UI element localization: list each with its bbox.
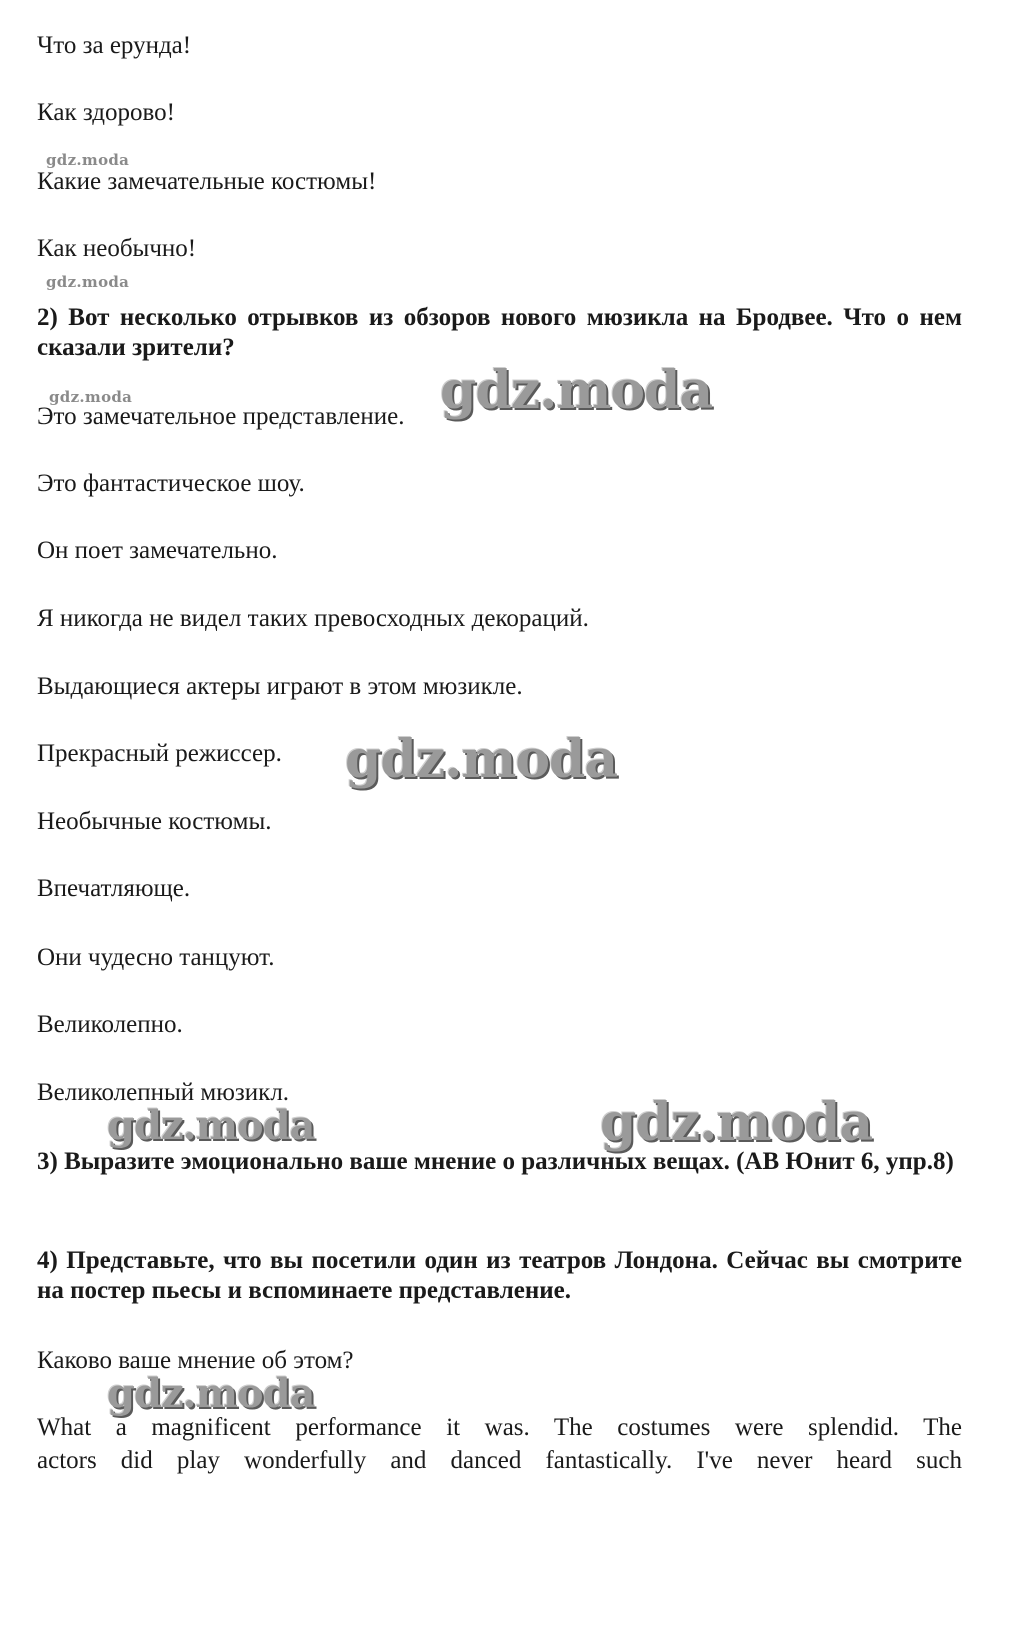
exclamation-line-1: Что за ерунда! (37, 32, 192, 59)
watermark-small: gdz.moda (49, 388, 133, 406)
exclamation-line-2: Как здорово! (37, 99, 175, 126)
review-item-2: Это фантастическое шоу. (37, 470, 305, 497)
section-2-heading: 2) Вот несколько отрывков из обзоров нового мюзикла на Бродвее. Что о нем сказали зрители? (37, 304, 962, 361)
exclamation-line-3: Какие замечательные костюмы! (37, 168, 377, 195)
review-item-9: Они чудесно танцуют. (37, 944, 275, 971)
review-item-5: Выдающиеся актеры играют в этом мюзикле. (37, 673, 523, 700)
section-4-question: Каково ваше мнение об этом? (37, 1347, 354, 1374)
watermark-small: gdz.moda (46, 151, 130, 169)
review-item-1: Это замечательное представление. (37, 403, 405, 430)
section-4-heading: 4) Представьте, что вы посетили один из театров Лондона. Сейчас вы смотрите на постер пьесы и вспоминаете представление. (37, 1247, 962, 1304)
watermark-medium: gdz.moda (107, 1370, 315, 1417)
review-item-6: Прекрасный режиссер. (37, 740, 282, 767)
answer-line-1: What a magnificent performance it was. The costumes were splendid. The (37, 1414, 962, 1441)
review-item-7: Необычные костюмы. (37, 808, 272, 835)
answer-line-2: actors did play wonderfully and danced fantastically. I've never heard such (37, 1447, 962, 1474)
watermark-large: gdz.moda (345, 729, 618, 790)
review-item-11: Великолепный мюзикл. (37, 1079, 290, 1106)
review-item-8: Впечатляюще. (37, 875, 191, 902)
watermark-large: gdz.moda (440, 360, 713, 421)
section-3-heading: 3) Выразите эмоционально ваше мнение о различных вещах. (AB Юнит 6, упр.8) (37, 1148, 954, 1175)
review-item-3: Он поет замечательно. (37, 537, 278, 564)
review-item-10: Великолепно. (37, 1011, 183, 1038)
exclamation-line-4: Как необычно! (37, 235, 197, 262)
watermark-large: gdz.moda (600, 1092, 873, 1153)
watermark-small: gdz.moda (46, 273, 130, 291)
watermark-medium: gdz.moda (107, 1102, 315, 1149)
review-item-4: Я никогда не видел таких превосходных декораций. (37, 605, 589, 632)
